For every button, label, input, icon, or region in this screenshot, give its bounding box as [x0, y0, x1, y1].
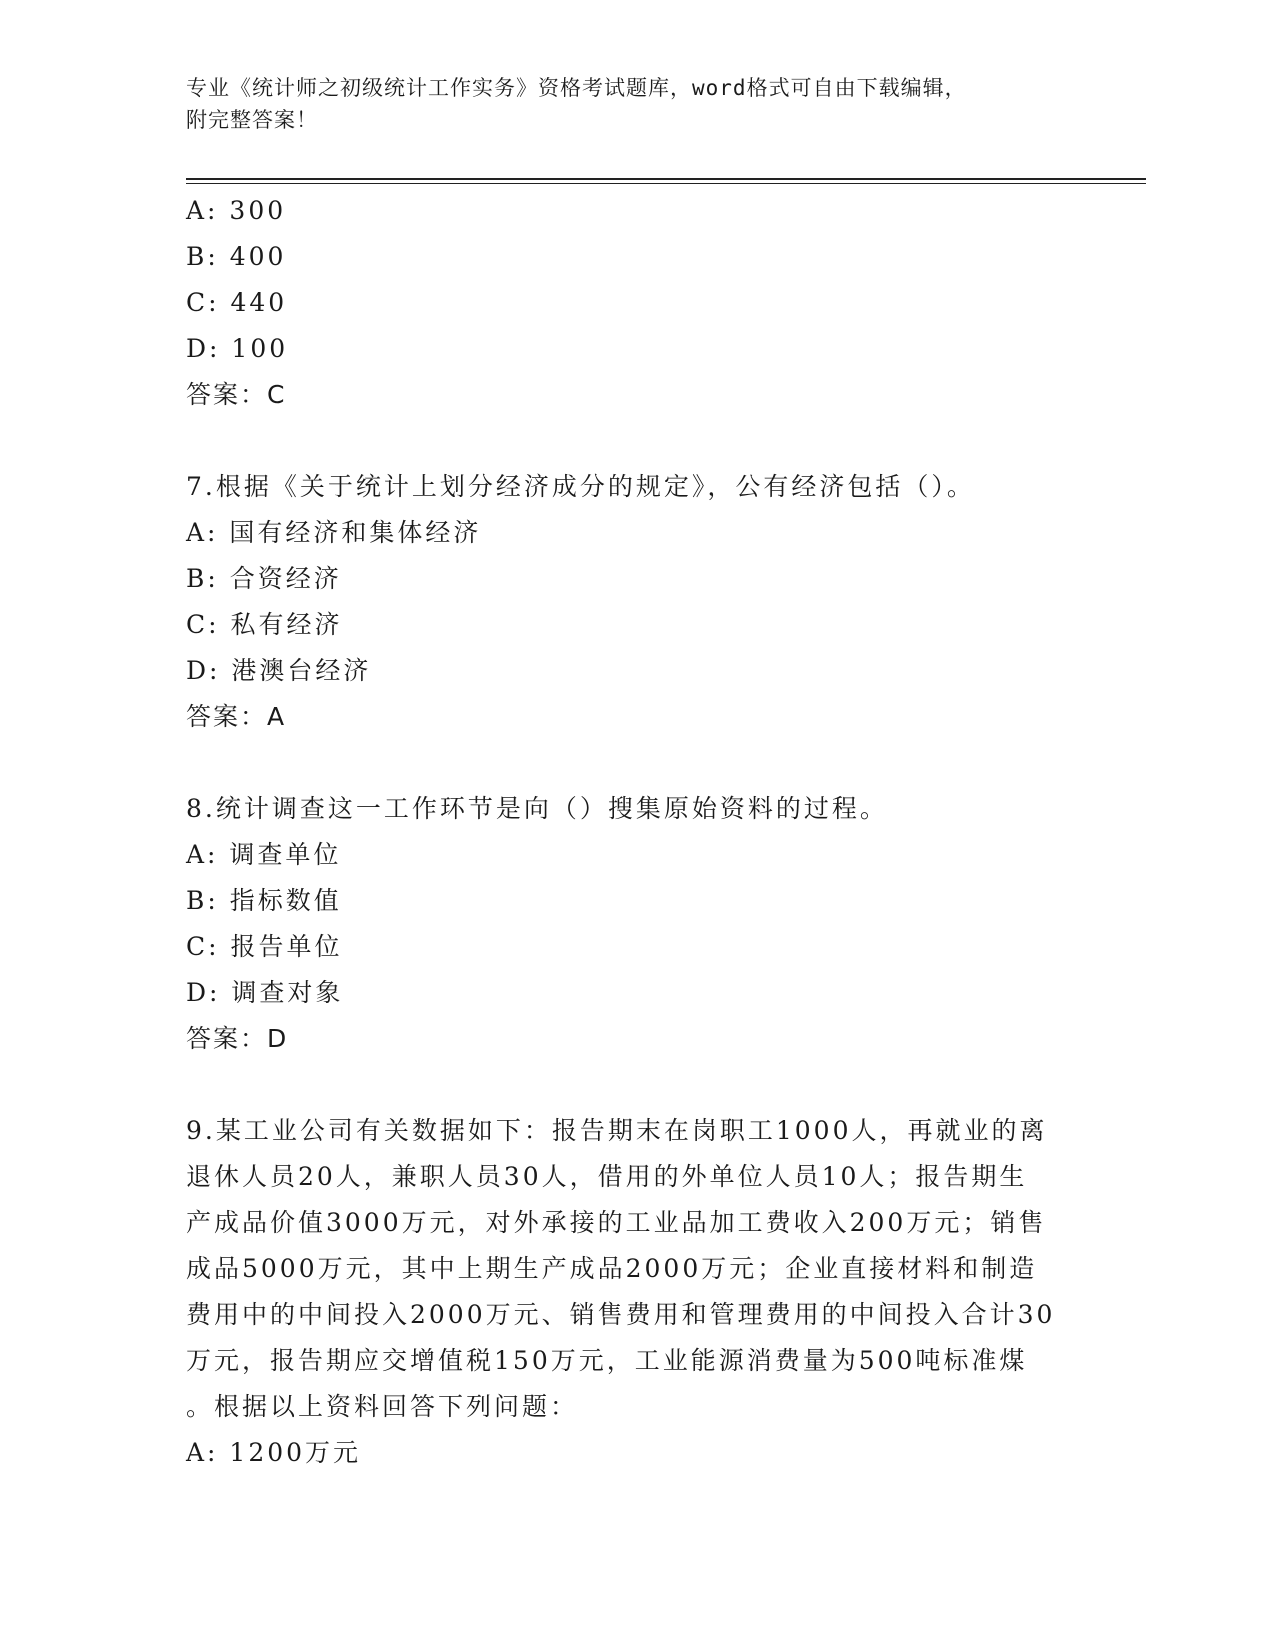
answer-line: 答案：A — [186, 702, 287, 731]
question-8 — [186, 786, 1086, 1062]
header-line-1: 专业《统计师之初级统计工作实务》资格考试题库，word格式可自由下载编辑， — [186, 76, 967, 100]
spacer — [186, 740, 1086, 786]
option-d: D: 调查对象 — [186, 978, 344, 1007]
question-stem: 7.根据《关于统计上划分经济成分的规定》，公有经济包括（）。 — [186, 472, 975, 501]
question-stem-line: 成品5000万元，其中上期生产成品2000万元；企业直接材料和制造 — [186, 1254, 1038, 1283]
question-list — [186, 188, 1086, 1476]
option-a: A: 300 — [186, 196, 287, 225]
question-7 — [186, 464, 1086, 740]
option-b: B: 合资经济 — [186, 564, 342, 593]
option-a: A: 1200万元 — [186, 1438, 362, 1467]
document-header — [186, 72, 1086, 136]
question-stem-line: 退休人员20人，兼职人员30人，借用的外单位人员10人；报告期生 — [186, 1162, 1028, 1191]
question-stem-line: 产成品价值3000万元，对外承接的工业品加工费收入200万元；销售 — [186, 1208, 1047, 1237]
option-b: B: 指标数值 — [186, 886, 342, 915]
question-9 — [186, 1108, 1086, 1476]
spacer — [186, 1062, 1086, 1108]
question-stem-line: 万元，报告期应交增值税150万元，工业能源消费量为500吨标准煤 — [186, 1346, 1028, 1375]
question-stem-line: 费用中的中间投入2000万元、销售费用和管理费用的中间投入合计30 — [186, 1300, 1056, 1329]
question-stem-line: 。根据以上资料回答下列问题： — [186, 1392, 579, 1421]
option-c: C: 440 — [186, 288, 288, 317]
option-b: B: 400 — [186, 242, 287, 271]
option-d: D: 100 — [186, 334, 289, 363]
question-6 — [186, 188, 1086, 418]
question-stem: 8.统计调查这一工作环节是向（）搜集原始资料的过程。 — [186, 794, 888, 823]
option-a: A: 国有经济和集体经济 — [186, 518, 482, 547]
header-divider — [186, 178, 1146, 184]
answer-line: 答案：C — [186, 380, 287, 409]
question-stem-line: 9.某工业公司有关数据如下：报告期末在岗职工1000人，再就业的离 — [186, 1116, 1048, 1145]
option-d: D: 港澳台经济 — [186, 656, 372, 685]
option-c: C: 私有经济 — [186, 610, 343, 639]
header-line-2: 附完整答案！ — [186, 108, 318, 132]
option-c: C: 报告单位 — [186, 932, 343, 961]
answer-line: 答案：D — [186, 1024, 289, 1053]
spacer — [186, 418, 1086, 464]
option-a: A: 调查单位 — [186, 840, 342, 869]
